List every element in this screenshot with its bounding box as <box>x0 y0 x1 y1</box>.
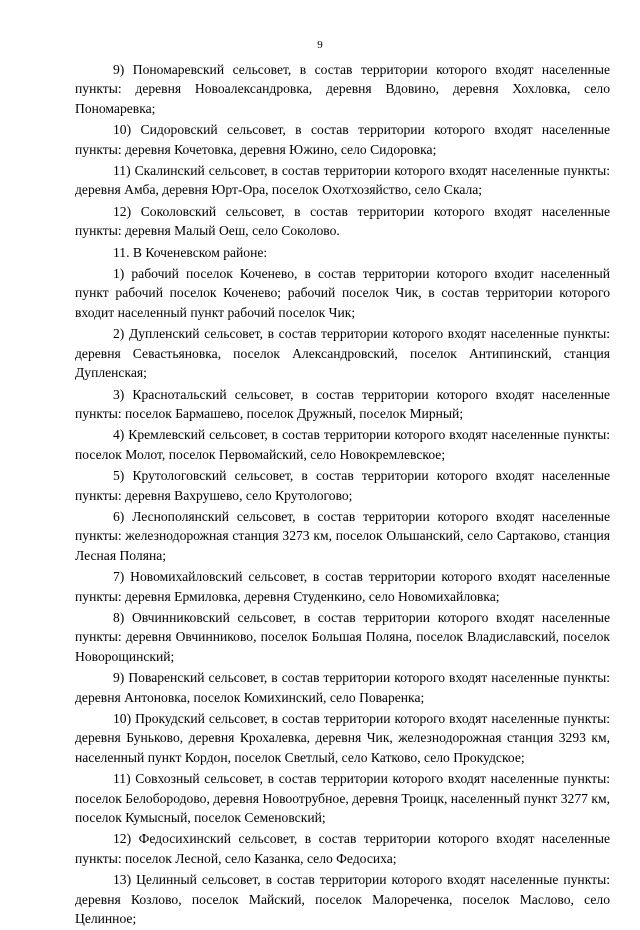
paragraph-item-9-ponomarevsky: 9) Пономаревский сельсовет, в состав территории которого входят населенные пункты: деревня Новоалександровка, деревня Вдовино, деревня Хохловка, село Пономаревка; <box>75 62 610 116</box>
paragraph-item-9-povarensky: 9) Поваренский сельсовет, в состав территории которого входят населенные пункты: деревня Антоновка, поселок Комихинский, село Поваренка; <box>75 670 610 705</box>
paragraph-item-7-novomikhailovsky: 7) Новомихайловский сельсовет, в состав территории которого входят населенные пункты: деревня Ермиловка, деревня Студенкино, село Новомихайловка; <box>75 569 610 604</box>
section-heading-kochenevsky-district: 11. В Коченевском районе: <box>113 244 268 260</box>
paragraph-item-13-tselinny: 13) Целинный сельсовет, в состав территории которого входят населенные пункты: деревня Козлово, поселок Майский, поселок Малореченка, поселок Маслово, село Целинное; <box>75 872 610 927</box>
paragraph-item-2-duplensky: 2) Дупленский сельсовет, в состав территории которого входят населенные пункты: деревня Севастьяновка, поселок Александровский, поселок Антипинский, станция Дупленская; <box>75 326 610 381</box>
paragraph-item-3-krasnotalsky: 3) Краснотальский сельсовет, в состав территории которого входят населенные пункты: поселок Бармашево, поселок Дружный, поселок Мирный; <box>75 386 610 421</box>
paragraph-item-1-kochenevo: 1) рабочий поселок Коченево, в состав территории которого входит населенный пункт рабочий поселок Коченево; рабочий поселок Чик, в состав территории которого входит населенный пункт рабочий поселок Чик; <box>75 266 610 320</box>
paragraph-item-12-sokolovsky: 12) Соколовский сельсовет, в состав территории которого входят населенные пункты: деревня Малый Оеш, село Соколово. <box>75 203 610 239</box>
paragraph-item-12-fedosikhinsky: 12) Федосихинский сельсовет, в состав территории которого входят населенные пункты: поселок Лесной, село Казанка, село Федосиха; <box>75 831 610 866</box>
paragraph-item-10-prokudsky: 10) Прокудский сельсовет, в состав территории которого входят населенные пункты: деревня Буньково, деревня Крохалевка, деревня Чик, железнодорожная станция 3293 км, населенный пункт Кордон, поселок Светлый, село Катково, село Прокудское; <box>75 711 610 765</box>
document-body <box>75 60 610 930</box>
paragraph-item-5-krutologovsky: 5) Крутологовский сельсовет, в состав территории которого входят населенные пункты: деревня Вахрушево, село Крутологово; <box>75 468 610 503</box>
paragraph-item-11-sovkhozny: 11) Совхозный сельсовет, в состав территории которого входят населенные пункты: поселок Белобородово, деревня Новоотрубное, деревня Троицк, населенный пункт 3277 км, поселок Кумысный, поселок Семеновский; <box>75 771 610 826</box>
paragraph-item-11-skalinsky: 11) Скалинский сельсовет, в состав территории которого входят населенные пункты: деревня Амба, деревня Юрт-Ора, поселок Охотхозяйство, село Скала; <box>75 163 610 198</box>
paragraph-item-6-lesnopolyansky: 6) Леснополянский сельсовет, в состав территории которого входят населенные пункты: железнодорожная станция 3273 км, поселок Ольшанский, село Сартаково, станция Лесная Поляна; <box>75 508 610 563</box>
paragraph-item-10-sidorovsky: 10) Сидоровский сельсовет, в состав территории которого входят населенные пункты: деревня Кочетовка, деревня Южино, село Сидоровка; <box>75 122 610 157</box>
paragraph-item-4-kremlevsky: 4) Кремлевский сельсовет, в состав территории которого входят населенные пункты: поселок Молот, поселок Первомайский, село Новокремлевское; <box>75 427 610 462</box>
page-number: 9 <box>317 39 323 51</box>
paragraph-item-8-ovchinnikovsky: 8) Овчинниковский сельсовет, в состав территории которого входят населенные пункты: деревня Овчинниково, поселок Большая Поляна, поселок Владиславский, поселок Новорощинский; <box>75 609 610 664</box>
